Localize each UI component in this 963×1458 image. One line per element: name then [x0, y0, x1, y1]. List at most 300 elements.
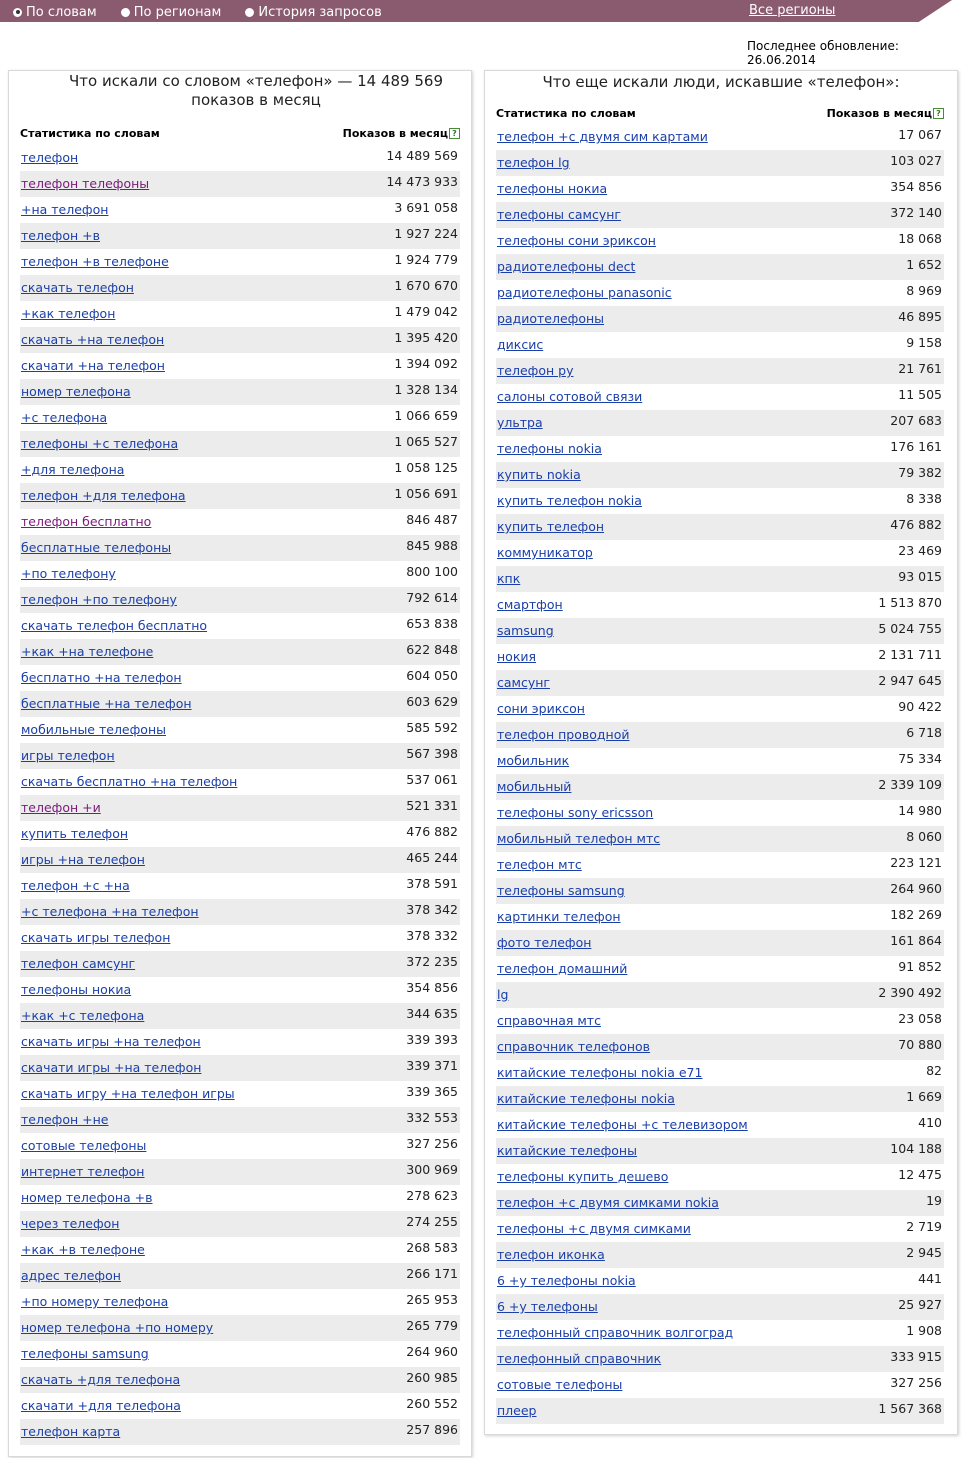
keyword-link[interactable]: телефон — [21, 150, 79, 165]
shows-count: 2 719 — [906, 1219, 942, 1234]
table-row — [20, 535, 460, 561]
shows-count: 260 552 — [406, 1396, 458, 1411]
table-row — [20, 561, 460, 587]
keyword-link[interactable]: скачать телефон — [21, 280, 134, 295]
keyword-link[interactable]: скачать бесплатно +на телефон — [21, 774, 238, 789]
shows-count: 1 652 — [906, 257, 942, 272]
table-row — [20, 951, 460, 977]
keyword-link[interactable]: смартфон — [497, 597, 563, 612]
keyword-link[interactable]: мобильник — [497, 753, 570, 768]
keyword-link[interactable]: плеер — [497, 1403, 537, 1418]
keyword-link[interactable]: телефоны сони эриксон — [497, 233, 656, 248]
all-regions-link[interactable]: Все регионы — [749, 3, 836, 18]
keyword-link[interactable]: +по телефону — [21, 566, 116, 581]
shows-count: 264 960 — [406, 1344, 458, 1359]
shows-count: 8 060 — [906, 829, 942, 844]
table-row — [20, 379, 460, 405]
shows-count: 378 591 — [406, 876, 458, 891]
related-table — [496, 124, 944, 1424]
shows-count: 1 567 368 — [878, 1401, 942, 1416]
keyword-link[interactable]: телефоны +с телефона — [21, 436, 179, 451]
table-row — [20, 1107, 460, 1133]
table-row — [20, 665, 460, 691]
keyword-link[interactable]: телефон +в — [21, 228, 100, 243]
column-header-shows — [343, 127, 460, 141]
keyword-link[interactable]: телефоны +с двумя симками — [497, 1221, 691, 1236]
shows-count: 12 475 — [898, 1167, 942, 1182]
shows-count: 792 614 — [406, 590, 458, 605]
shows-count: 845 988 — [406, 538, 458, 553]
table-row — [20, 327, 460, 353]
shows-count: 257 896 — [406, 1422, 458, 1437]
keyword-link[interactable]: через телефон — [21, 1216, 120, 1231]
keyword-link[interactable]: телефон бесплатно — [21, 514, 152, 529]
keyword-link[interactable]: китайские телефоны — [497, 1143, 637, 1158]
keyword-link[interactable]: сотовые телефоны — [21, 1138, 147, 1153]
table-row — [20, 873, 460, 899]
shows-count: 1 670 670 — [394, 278, 458, 293]
shows-count: 266 171 — [406, 1266, 458, 1281]
keyword-link[interactable]: +как +на телефоне — [21, 644, 154, 659]
keyword-link[interactable]: samsung — [497, 623, 554, 638]
shows-count: 354 856 — [406, 980, 458, 995]
shows-count: 23 058 — [898, 1011, 942, 1026]
shows-count: 6 718 — [906, 725, 942, 740]
table-row — [496, 592, 944, 618]
shows-count: 603 629 — [406, 694, 458, 709]
keyword-link[interactable]: телефон телефоны — [21, 176, 150, 191]
table-row — [20, 1315, 460, 1341]
table-row — [496, 332, 944, 358]
table-row — [20, 1419, 460, 1445]
shows-count: 93 015 — [898, 569, 942, 584]
keyword-link[interactable]: +с телефона — [21, 410, 108, 425]
shows-count: 90 422 — [898, 699, 942, 714]
view-mode-radio-group — [13, 3, 406, 21]
keyword-link[interactable]: бесплатные +на телефон — [21, 696, 192, 711]
table-row — [20, 1029, 460, 1055]
table-row — [20, 1133, 460, 1159]
keyword-link[interactable]: самсунг — [497, 675, 550, 690]
shows-count: 339 371 — [406, 1058, 458, 1073]
keyword-stats-panel — [8, 70, 472, 1457]
keyword-link[interactable]: телефон иконка — [497, 1247, 605, 1262]
table-row — [496, 1398, 944, 1424]
table-row — [496, 748, 944, 774]
table-row — [20, 1341, 460, 1367]
keyword-link[interactable]: телефон домашний — [497, 961, 628, 976]
table-row — [20, 1393, 460, 1419]
table-row — [496, 1242, 944, 1268]
table-row — [496, 878, 944, 904]
keyword-link[interactable]: картинки телефон — [497, 909, 621, 924]
table-row — [20, 899, 460, 925]
table-row — [496, 1216, 944, 1242]
keyword-link[interactable]: сони эриксон — [497, 701, 585, 716]
keyword-link[interactable]: телефоны samsung — [497, 883, 625, 898]
keyword-link[interactable]: фото телефон — [497, 935, 592, 950]
table-row — [496, 1138, 944, 1164]
keyword-link[interactable]: телефон +в телефоне — [21, 254, 169, 269]
table-row — [496, 1346, 944, 1372]
shows-count: 18 068 — [898, 231, 942, 246]
keyword-link[interactable]: бесплатно +на телефон — [21, 670, 182, 685]
table-row — [496, 566, 944, 592]
keyword-link[interactable]: радиотелефоны — [497, 311, 605, 326]
keyword-link[interactable]: номер телефона +по номеру — [21, 1320, 214, 1335]
keyword-link[interactable]: игры телефон — [21, 748, 115, 763]
shows-count: 2 947 645 — [878, 673, 942, 688]
table-row — [496, 1008, 944, 1034]
table-header — [20, 127, 460, 141]
radio-label: По словам — [26, 4, 97, 20]
keyword-link[interactable]: телефоны samsung — [21, 1346, 149, 1361]
table-row — [496, 150, 944, 176]
shows-count: 265 953 — [406, 1292, 458, 1307]
shows-count: 103 027 — [890, 153, 942, 168]
keyword-table — [20, 145, 460, 1445]
table-row — [496, 358, 944, 384]
keyword-link[interactable]: скачати +на телефон — [21, 358, 165, 373]
table-row — [496, 696, 944, 722]
table-row — [496, 644, 944, 670]
table-row — [496, 462, 944, 488]
panel-title: Что еще искали люди, искавшие «телефон»: — [542, 73, 900, 91]
shows-count: 339 365 — [406, 1084, 458, 1099]
keyword-link[interactable]: телефон +для телефона — [21, 488, 186, 503]
shows-count: 476 882 — [890, 517, 942, 532]
table-row — [20, 1289, 460, 1315]
table-row — [20, 743, 460, 769]
table-row — [496, 228, 944, 254]
shows-count: 332 553 — [406, 1110, 458, 1125]
shows-count: 9 158 — [906, 335, 942, 350]
shows-count: 1 395 420 — [394, 330, 458, 345]
table-row — [20, 275, 460, 301]
table-row — [496, 904, 944, 930]
shows-count: 2 945 — [906, 1245, 942, 1260]
table-row — [496, 280, 944, 306]
keyword-link[interactable]: мобильный — [497, 779, 572, 794]
table-row — [496, 1086, 944, 1112]
keyword-link[interactable]: телефон lg — [497, 155, 570, 170]
shows-count: 441 — [918, 1271, 942, 1286]
shows-count: 1 908 — [906, 1323, 942, 1338]
shows-count: 327 256 — [406, 1136, 458, 1151]
table-row — [496, 124, 944, 150]
shows-count: 104 188 — [890, 1141, 942, 1156]
table-row — [496, 774, 944, 800]
keyword-link[interactable]: китайские телефоны nokia — [497, 1091, 675, 1106]
keyword-link[interactable]: телефон мтс — [497, 857, 582, 872]
table-row — [20, 249, 460, 275]
keyword-link[interactable]: скачать игры телефон — [21, 930, 171, 945]
shows-count: 327 256 — [890, 1375, 942, 1390]
shows-count: 1 513 870 — [878, 595, 942, 610]
keyword-link[interactable]: телефоны nokia — [497, 441, 602, 456]
table-row — [20, 145, 460, 171]
table-row — [20, 197, 460, 223]
keyword-link[interactable]: скачать +для телефона — [21, 1372, 181, 1387]
last-update-text: Последнее обновление: 26.06.2014 — [747, 39, 899, 67]
table-row — [496, 1372, 944, 1398]
keyword-link[interactable]: купить телефон — [21, 826, 129, 841]
keyword-link[interactable]: телефон самсунг — [21, 956, 136, 971]
keyword-link[interactable]: игры +на телефон — [21, 852, 145, 867]
table-row — [20, 1185, 460, 1211]
table-row — [496, 852, 944, 878]
shows-count: 1 328 134 — [394, 382, 458, 397]
keyword-link[interactable]: коммуникатор — [497, 545, 593, 560]
shows-count: 372 140 — [890, 205, 942, 220]
table-row — [496, 1190, 944, 1216]
table-row — [20, 405, 460, 431]
shows-count: 182 269 — [890, 907, 942, 922]
keyword-link[interactable]: мобильные телефоны — [21, 722, 167, 737]
shows-count: 585 592 — [406, 720, 458, 735]
table-row — [496, 176, 944, 202]
keyword-link[interactable]: телефон проводной — [497, 727, 630, 742]
shows-count: 344 635 — [406, 1006, 458, 1021]
help-icon[interactable]: ? — [933, 108, 944, 119]
shows-count: 19 — [926, 1193, 942, 1208]
shows-count: 300 969 — [406, 1162, 458, 1177]
shows-count: 410 — [918, 1115, 942, 1130]
radio-label: История запросов — [258, 4, 382, 20]
shows-count: 5 024 755 — [878, 621, 942, 636]
table-row — [20, 1159, 460, 1185]
keyword-link[interactable]: lg — [497, 987, 509, 1002]
shows-count: 8 338 — [906, 491, 942, 506]
shows-count: 1 066 659 — [394, 408, 458, 423]
shows-count: 333 915 — [890, 1349, 942, 1364]
table-row — [20, 847, 460, 873]
shows-count: 274 255 — [406, 1214, 458, 1229]
table-row — [20, 769, 460, 795]
table-row — [496, 956, 944, 982]
table-row — [496, 1320, 944, 1346]
shows-count: 70 880 — [898, 1037, 942, 1052]
keyword-link[interactable]: нокия — [497, 649, 537, 664]
keyword-link[interactable]: 6 +у телефоны — [497, 1299, 598, 1314]
keyword-link[interactable]: диксис — [497, 337, 544, 352]
table-row — [20, 1237, 460, 1263]
keyword-link[interactable]: мобильный телефон мтс — [497, 831, 661, 846]
keyword-link[interactable]: телефон +не — [21, 1112, 109, 1127]
keyword-link[interactable]: ультра — [497, 415, 543, 430]
table-row — [496, 1268, 944, 1294]
keyword-link[interactable]: скачать телефон бесплатно — [21, 618, 208, 633]
keyword-link[interactable]: телефон карта — [21, 1424, 121, 1439]
table-row — [20, 1003, 460, 1029]
shows-count: 2 390 492 — [878, 985, 942, 1000]
keyword-link[interactable]: кпк — [497, 571, 521, 586]
shows-count: 378 342 — [406, 902, 458, 917]
keyword-link[interactable]: справочник телефонов — [497, 1039, 651, 1054]
radio-by-regions[interactable] — [121, 3, 222, 21]
table-row — [496, 670, 944, 696]
shows-count: 465 244 — [406, 850, 458, 865]
keyword-link[interactable]: китайские телефоны nokia e71 — [497, 1065, 703, 1080]
panel-title: Что искали со словом «телефон» — 14 489 569 показов в месяц — [69, 72, 443, 109]
table-row — [20, 353, 460, 379]
keyword-link[interactable]: скачать игры +на телефон — [21, 1034, 201, 1049]
keyword-link[interactable]: номер телефона — [21, 384, 131, 399]
keyword-link[interactable]: телефон +и — [21, 800, 101, 815]
column-header-shows-label: Показов в месяц — [826, 107, 932, 120]
shows-count: 653 838 — [406, 616, 458, 631]
keyword-link[interactable]: +на телефон — [21, 202, 109, 217]
table-row — [20, 431, 460, 457]
table-row — [20, 587, 460, 613]
shows-count: 25 927 — [898, 1297, 942, 1312]
shows-count: 14 980 — [898, 803, 942, 818]
shows-count: 46 895 — [898, 309, 942, 324]
table-row — [20, 457, 460, 483]
table-row — [20, 223, 460, 249]
shows-count: 622 848 — [406, 642, 458, 657]
table-row — [20, 691, 460, 717]
help-icon[interactable]: ? — [449, 128, 460, 139]
keyword-link[interactable]: интернет телефон — [21, 1164, 145, 1179]
keyword-link[interactable]: бесплатные телефоны — [21, 540, 172, 555]
keyword-link[interactable]: телефон +с двумя сим картами — [497, 129, 708, 144]
shows-count: 79 382 — [898, 465, 942, 480]
shows-count: 800 100 — [406, 564, 458, 579]
table-row — [20, 795, 460, 821]
keyword-link[interactable]: скачать +на телефон — [21, 332, 165, 347]
table-row — [20, 925, 460, 951]
shows-count: 75 334 — [898, 751, 942, 766]
table-row — [496, 826, 944, 852]
shows-count: 91 852 — [898, 959, 942, 974]
keyword-link[interactable]: скачати +для телефона — [21, 1398, 181, 1413]
keyword-link[interactable]: радиотелефоны dect — [497, 259, 636, 274]
table-row — [496, 1034, 944, 1060]
table-row — [496, 202, 944, 228]
column-header-shows — [827, 107, 944, 121]
keyword-link[interactable]: 6 +у телефоны nokia — [497, 1273, 636, 1288]
table-row — [496, 722, 944, 748]
shows-count: 176 161 — [890, 439, 942, 454]
shows-count: 372 235 — [406, 954, 458, 969]
keyword-link[interactable]: телефон +с +на — [21, 878, 130, 893]
keyword-link[interactable]: телефоны купить дешево — [497, 1169, 669, 1184]
table-row — [20, 301, 460, 327]
keyword-link[interactable]: салоны сотовой связи — [497, 389, 643, 404]
keyword-link[interactable]: купить nokia — [497, 467, 581, 482]
shows-count: 354 856 — [890, 179, 942, 194]
keyword-link[interactable]: +как телефон — [21, 306, 116, 321]
shows-count: 604 050 — [406, 668, 458, 683]
table-row — [496, 1294, 944, 1320]
keyword-link[interactable]: сотовые телефоны — [497, 1377, 623, 1392]
table-row — [496, 800, 944, 826]
table-header — [496, 107, 944, 121]
keyword-link[interactable]: +как +с телефона — [21, 1008, 145, 1023]
table-row — [20, 639, 460, 665]
shows-count: 14 489 569 — [386, 148, 458, 163]
shows-count: 21 761 — [898, 361, 942, 376]
table-row — [20, 1055, 460, 1081]
table-row — [20, 613, 460, 639]
shows-count: 23 469 — [898, 543, 942, 558]
radio-selected-icon — [13, 8, 22, 17]
table-row — [20, 1211, 460, 1237]
table-row — [20, 1081, 460, 1107]
column-header-keyword: Статистика по словам — [20, 127, 160, 140]
table-row — [496, 1112, 944, 1138]
keyword-link[interactable]: +как +в телефоне — [21, 1242, 145, 1257]
keyword-link[interactable]: телефонный справочник волгоград — [497, 1325, 734, 1340]
table-row — [496, 540, 944, 566]
keyword-link[interactable]: +с телефона +на телефон — [21, 904, 199, 919]
table-row — [496, 410, 944, 436]
keyword-link[interactable]: адрес телефон — [21, 1268, 121, 1283]
table-row — [496, 618, 944, 644]
keyword-link[interactable]: телефон +с двумя симками nokia — [497, 1195, 719, 1210]
keyword-link[interactable]: +по номеру телефона — [21, 1294, 169, 1309]
table-row — [496, 1164, 944, 1190]
keyword-link[interactable]: радиотелефоны panasonic — [497, 285, 672, 300]
shows-count: 264 960 — [890, 881, 942, 896]
table-row — [496, 982, 944, 1008]
table-row — [20, 1263, 460, 1289]
shows-count: 265 779 — [406, 1318, 458, 1333]
keyword-link[interactable]: купить телефон nokia — [497, 493, 642, 508]
column-header-keyword: Статистика по словам — [496, 107, 636, 120]
shows-count: 1 058 125 — [394, 460, 458, 475]
keyword-link[interactable]: +для телефона — [21, 462, 125, 477]
shows-count: 846 487 — [406, 512, 458, 527]
table-row — [496, 254, 944, 280]
keyword-link[interactable]: купить телефон — [497, 519, 605, 534]
related-queries-panel — [484, 70, 958, 1435]
keyword-link[interactable]: китайские телефоны +с телевизором — [497, 1117, 748, 1132]
shows-count: 476 882 — [406, 824, 458, 839]
keyword-link[interactable]: телефоны нокиа — [21, 982, 132, 997]
shows-count: 1 669 — [906, 1089, 942, 1104]
shows-count: 2 339 109 — [878, 777, 942, 792]
keyword-link[interactable]: скачать игру +на телефон игры — [21, 1086, 235, 1101]
keyword-link[interactable]: телефоны нокиа — [497, 181, 608, 196]
table-row — [496, 436, 944, 462]
table-row — [20, 483, 460, 509]
keyword-link[interactable]: телефон +по телефону — [21, 592, 177, 607]
shows-count: 268 583 — [406, 1240, 458, 1255]
keyword-link[interactable]: скачати игры +на телефон — [21, 1060, 202, 1075]
table-row — [20, 977, 460, 1003]
shows-count: 14 473 933 — [386, 174, 458, 189]
radio-unselected-icon — [245, 8, 254, 17]
radio-query-history[interactable] — [245, 3, 381, 21]
table-row — [20, 509, 460, 535]
table-row — [20, 1367, 460, 1393]
keyword-link[interactable]: телефон ру — [497, 363, 574, 378]
keyword-link[interactable]: номер телефона +в — [21, 1190, 153, 1205]
table-row — [496, 930, 944, 956]
shows-count: 537 061 — [406, 772, 458, 787]
shows-count: 11 505 — [898, 387, 942, 402]
shows-count: 1 056 691 — [394, 486, 458, 501]
shows-count: 278 623 — [406, 1188, 458, 1203]
radio-by-words[interactable] — [13, 3, 97, 21]
keyword-link[interactable]: телефоны самсунг — [497, 207, 621, 222]
keyword-link[interactable]: телефоны sony ericsson — [497, 805, 654, 820]
keyword-link[interactable]: телефонный справочник — [497, 1351, 662, 1366]
table-row — [20, 717, 460, 743]
keyword-link[interactable]: справочная мтс — [497, 1013, 601, 1028]
